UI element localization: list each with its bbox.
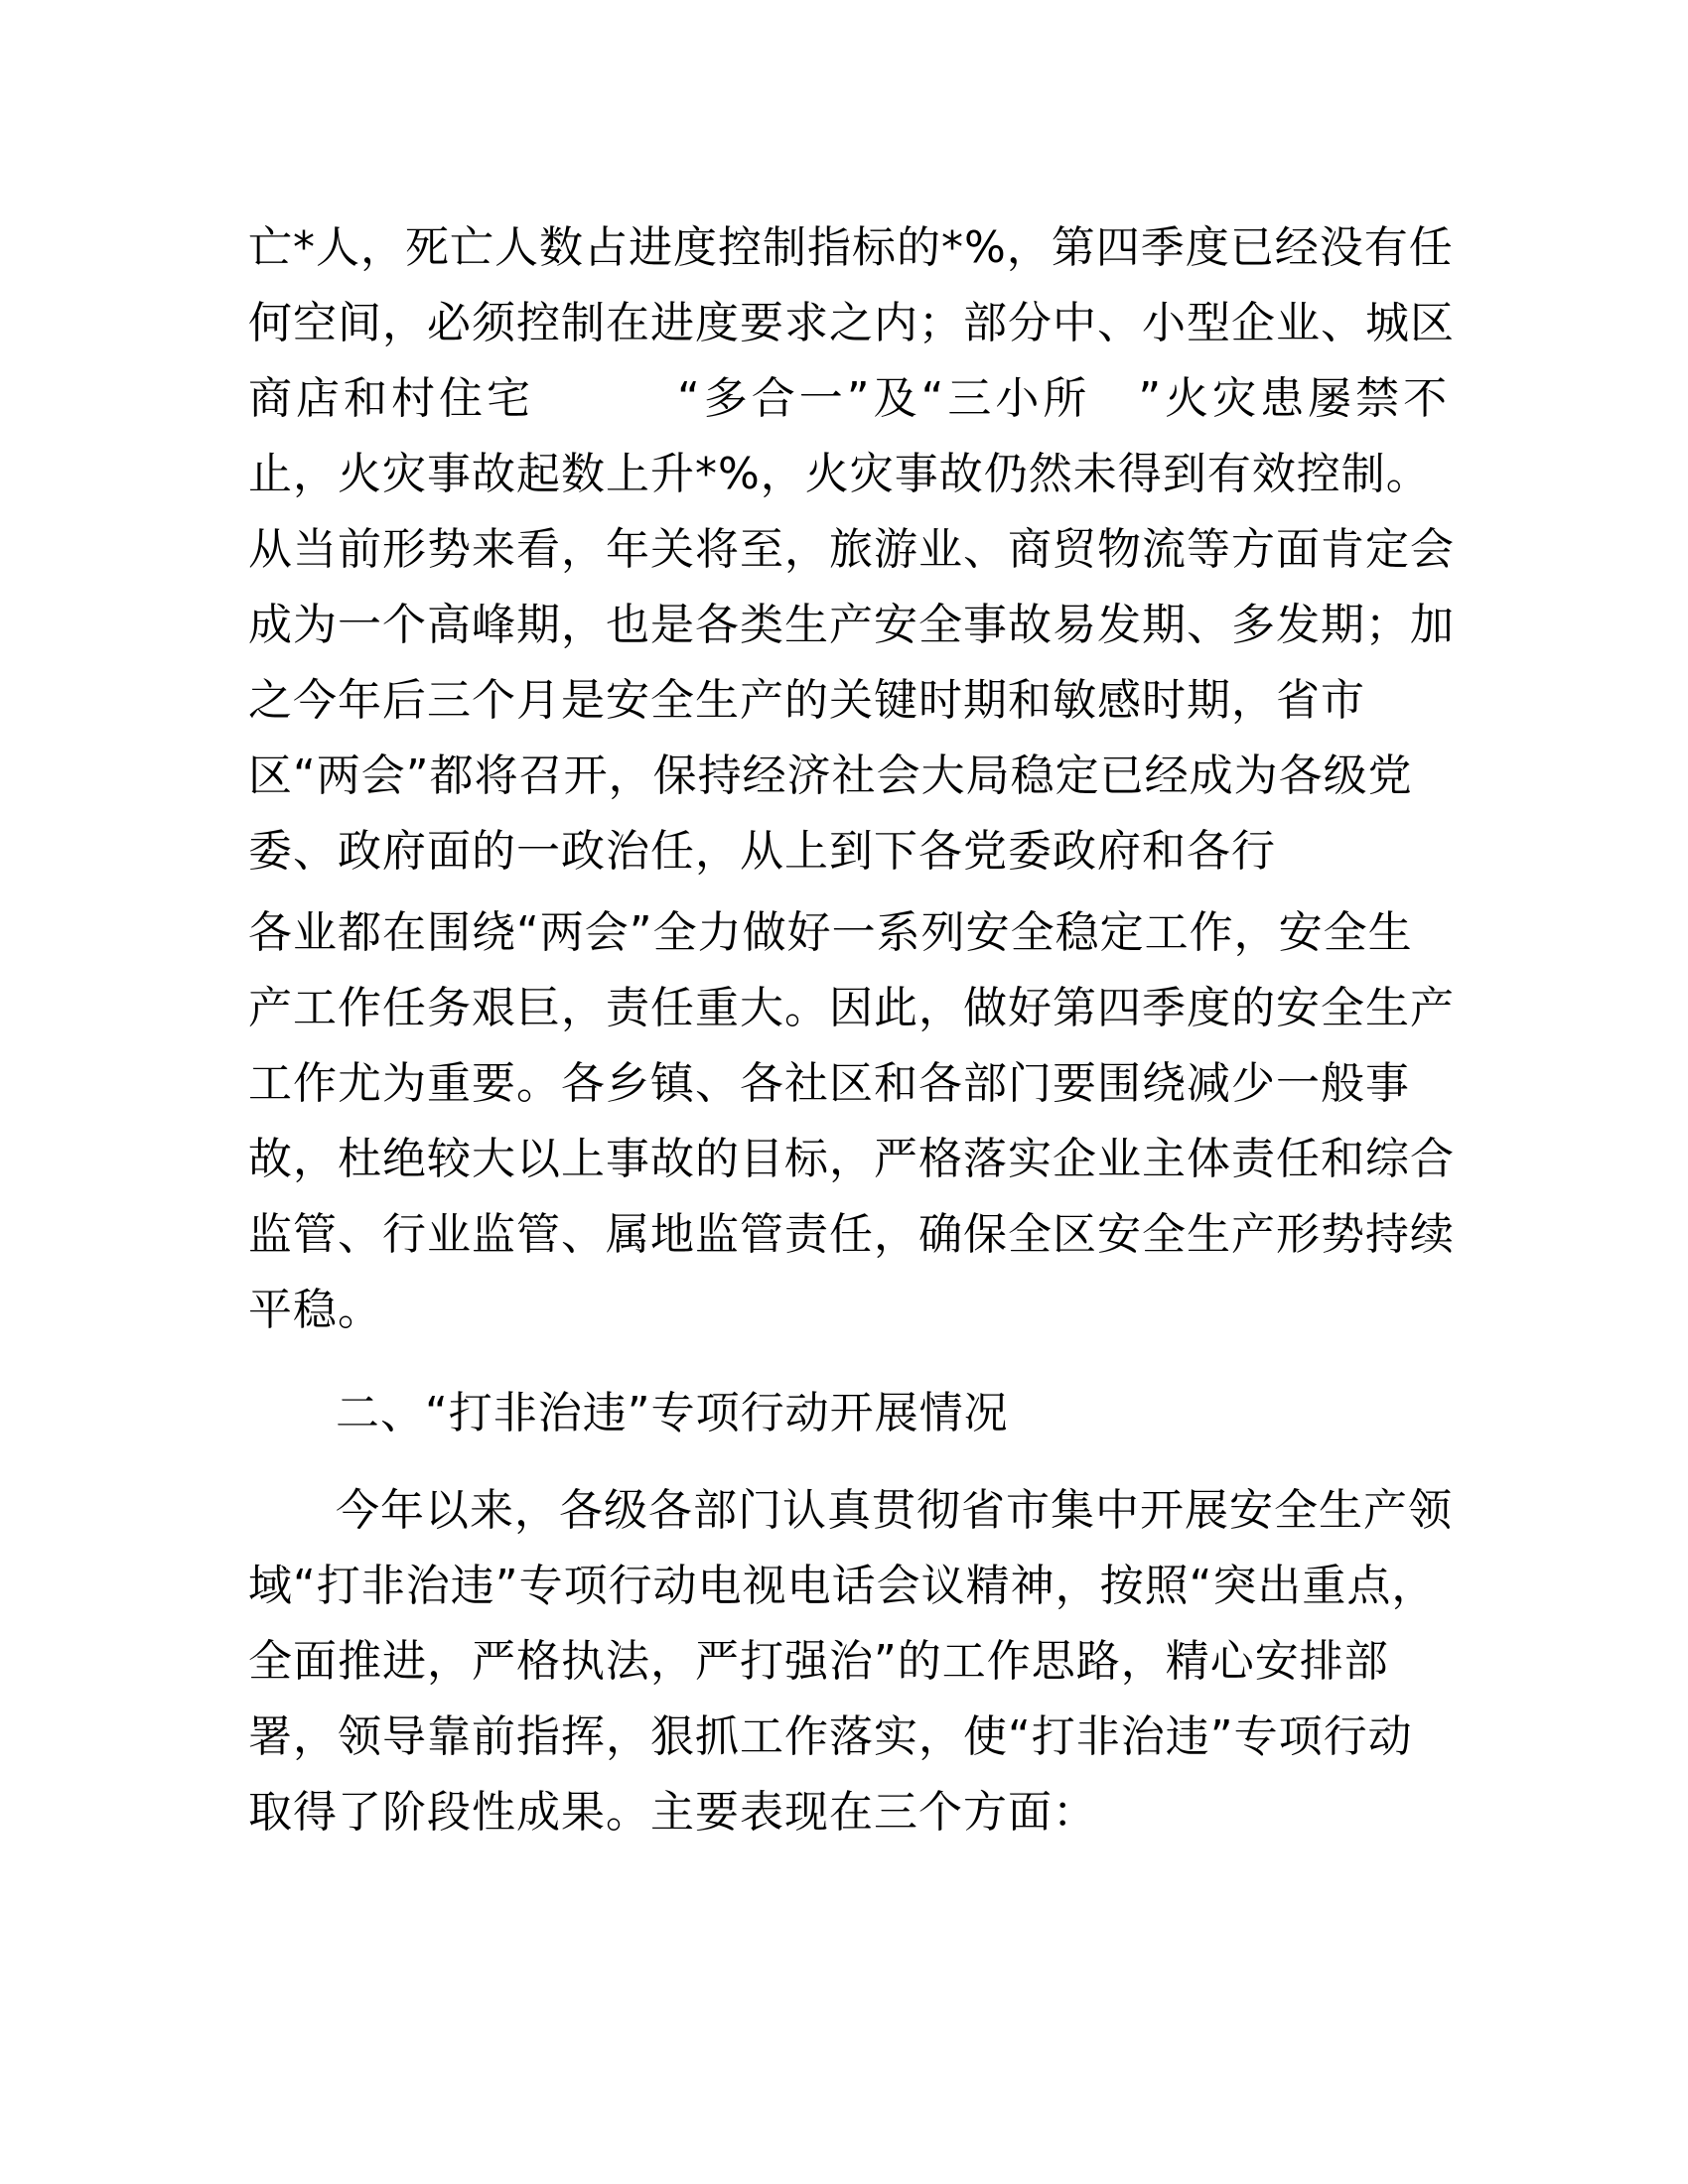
section-heading: 二、“打非治违”专项行动开展情况 [336, 1388, 1009, 1438]
text-line-20: 署，领导靠前指挥，狠抓工作落实，使“打非治违”专项行动 [248, 1711, 1413, 1762]
text-line-3: 商店和村住宅 “多合一”及“三小所 ”火灾患屡禁不 [248, 373, 1452, 424]
text-line-2: 何空间，必须控制在进度要求之内；部分中、小型企业、城区 [248, 298, 1455, 348]
text-line-10: 各业都在围绕“两会”全力做好一系列安全稳定工作，安全生 [248, 907, 1413, 958]
text-line-12: 工作尤为重要。各乡镇、各社区和各部门要围绕减少一般事 [248, 1058, 1410, 1109]
text-line-13: 故，杜绝较大以上事故的目标，严格落实企业主体责任和综合 [248, 1134, 1455, 1184]
text-line-15: 平稳。 [248, 1285, 382, 1335]
text-line-21: 取得了阶段性成果。主要表现在三个方面： [248, 1787, 1097, 1838]
text-line-1: 亡*人，死亡人数占进度控制指标的*%，第四季度已经没有任 [248, 222, 1454, 273]
text-line-8: 区“两会”都将召开，保持经济社会大局稳定已经成为各级党 [248, 751, 1413, 801]
text-line-4: 止，火灾事故起数上升*%，火灾事故仍然未得到有效控制。 [248, 449, 1431, 499]
text-line-9: 委、政府面的一政治任，从上到下各党委政府和各行 [248, 826, 1276, 877]
text-line-5: 从当前形势来看，年关将至，旅游业、商贸物流等方面肯定会 [248, 524, 1455, 575]
text-line-17: 今年以来，各级各部门认真贯彻省市集中开展安全生产领 [336, 1485, 1453, 1536]
text-line-14: 监管、行业监管、属地监管责任，确保全区安全生产形势持续 [248, 1209, 1455, 1260]
text-line-11: 产工作任务艰巨，责任重大。因此，做好第四季度的安全生产 [248, 983, 1455, 1033]
text-line-19: 全面推进，严格执法，严打强治”的工作思路，精心安排部 [248, 1636, 1389, 1687]
text-line-18: 域“打非治违”专项行动电视电话会议精神，按照“突出重点， [248, 1561, 1437, 1611]
text-line-7: 之今年后三个月是安全生产的关键时期和敏感时期，省市 [248, 675, 1365, 726]
text-line-6: 成为一个高峰期，也是各类生产安全事故易发期、多发期；加 [248, 600, 1455, 650]
